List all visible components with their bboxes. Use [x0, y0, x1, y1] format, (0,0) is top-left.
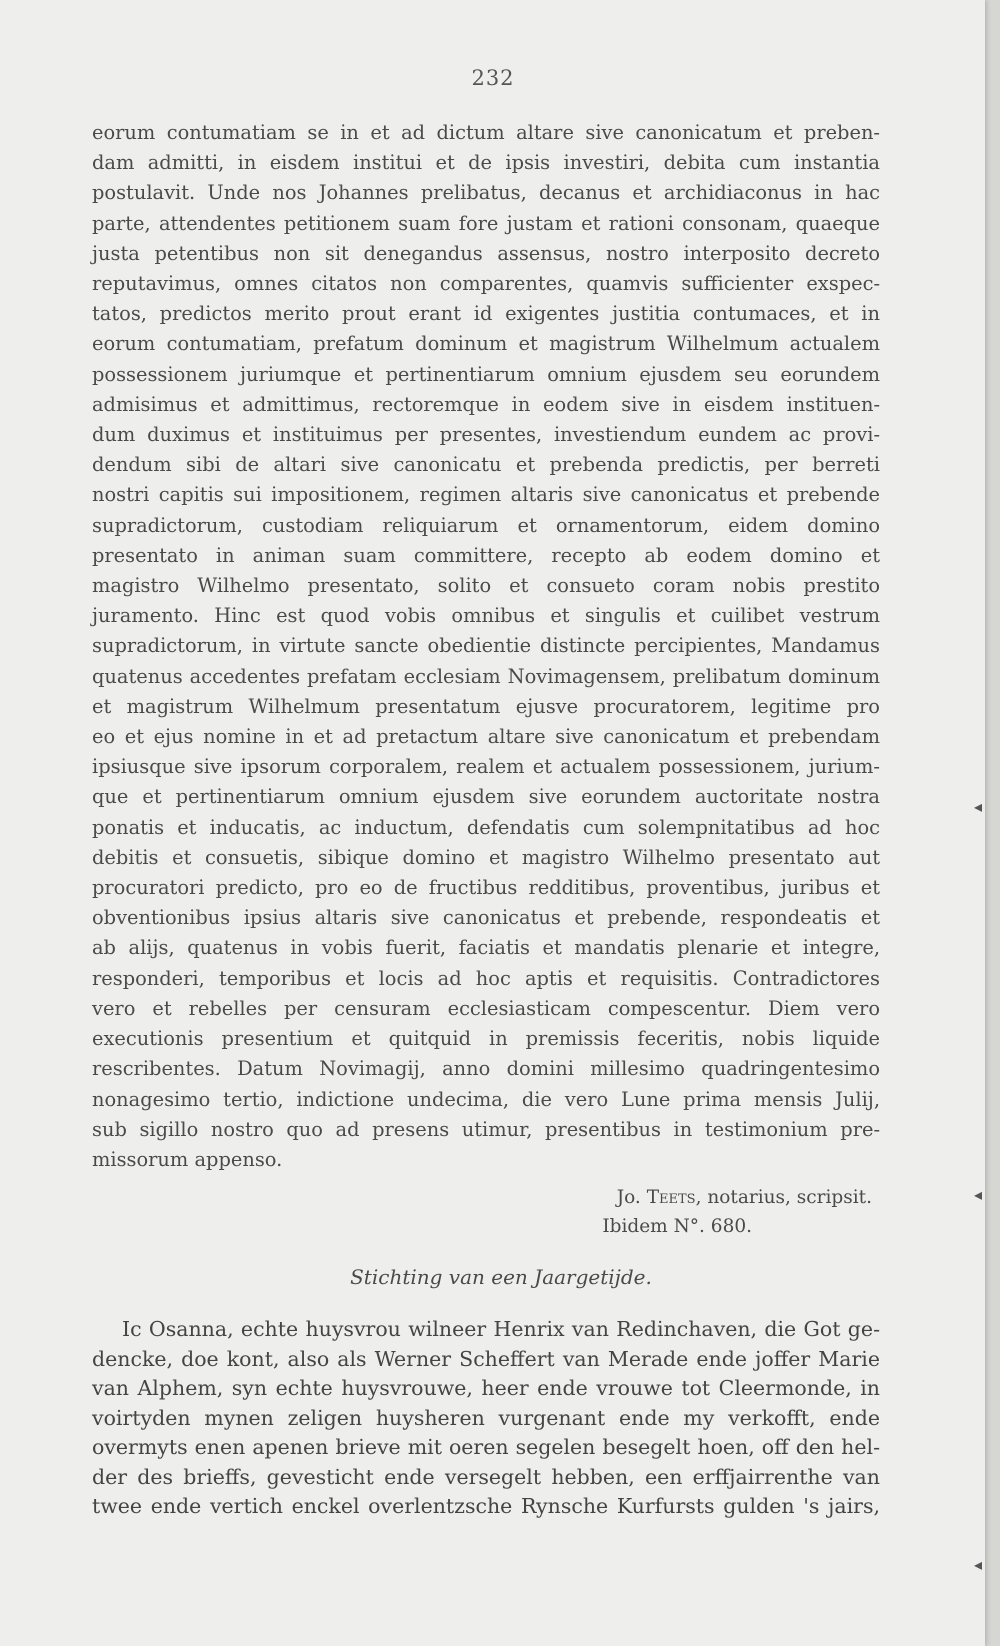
text-line: magistro Wilhelmo presentato, solito et consueto coram nobis prestito — [92, 574, 880, 598]
text-line: responderi, temporibus et locis ad hoc aptis et requisitis. Contradictores — [92, 966, 880, 990]
text-line: twee ende vertich enckel overlentzsche Rynsche Kurfursts gulden 's jairs, — [92, 1494, 880, 1519]
text-line: possessionem juriumque et pertinentiarum omnium ejusdem seu eorundem — [92, 362, 880, 386]
text-line: tatos, predictos merito prout erant id exigentes justitia contumaces, et in — [92, 302, 880, 326]
dutch-paragraph — [92, 1315, 880, 1522]
text-line: dencke, doe kont, also als Werner Scheffert van Merade ende joffer Marie — [92, 1346, 880, 1371]
text-line: postulavit. Unde nos Johannes prelibatus, decanus et archidiaconus in hac — [92, 181, 880, 205]
text-line: dendum sibi de altari sive canonicatu et prebenda predictis, per berreti — [92, 453, 880, 477]
text-line: dam admitti, in eisdem institui et de ipsis investiri, debita cum instantia — [92, 151, 880, 175]
page-edge-arrow-icon: ◂ — [974, 1555, 983, 1574]
text-line: reputavimus, omnes citatos non comparentes, quamvis sufficienter exspec- — [92, 272, 880, 296]
latin-paragraph — [92, 118, 880, 1175]
text-line: dum duximus et instituimus per presentes, investiendum eundem ac provi- — [92, 423, 880, 447]
text-line: eo et ejus nomine in et ad pretactum altare sive canonicatum et prebendam — [92, 725, 880, 749]
text-line: eorum contumatiam se in et ad dictum altare sive canonicatum et preben- — [92, 121, 880, 144]
text-line: presentato in animan suam committere, recepto ab eodem domino et — [92, 543, 880, 567]
section-title: Stichting van een Jaargetijde. — [350, 1265, 652, 1290]
text-line: Ic Osanna, echte huysvrou wilneer Henrix van Redinchaven, die Got ge- — [122, 1317, 880, 1342]
text-line: ponatis et inducatis, ac inductum, defendatis cum solempnitatibus ad hoc — [92, 815, 880, 839]
text-line: rescribentes. Datum Novimagij, anno domini millesimo quadringentesimo — [92, 1057, 880, 1081]
text-line: vero et rebelles per censuram ecclesiasticam compescentur. Diem vero — [92, 996, 880, 1020]
text-line: nostri capitis sui impositionem, regimen altaris sive canonicatus et prebende — [92, 483, 880, 507]
text-line: voirtyden mynen zeligen huysheren vurgenant ende my verkofft, ende — [92, 1405, 880, 1430]
text-line: quatenus accedentes prefatam ecclesiam Novimagensem, prelibatum dominum — [92, 664, 880, 688]
text-line: van Alphem, syn echte huysvrouwe, heer ende vrouwe tot Cleermonde, in — [92, 1376, 880, 1401]
text-line: ipsiusque sive ipsorum corporalem, realem et actualem possessionem, jurium- — [92, 755, 880, 779]
notary-name: Teets — [646, 1187, 696, 1209]
text-line: justa petentibus non sit denegandus assensus, nostro interposito decreto — [92, 241, 880, 265]
text-line: missorum appenso. — [92, 1147, 283, 1171]
document-reference: Ibidem N°. 680. — [602, 1216, 752, 1238]
text-line: parte, attendentes petitionem suam fore justam et rationi consonam, quaeque — [92, 211, 880, 235]
text-line: sub sigillo nostro quo ad presens utimur, presentibus in testimonium pre- — [92, 1117, 880, 1141]
signature-suffix: , notarius, scripsit. — [695, 1187, 872, 1209]
text-line: supradictorum, custodiam reliquiarum et ornamentorum, eidem domino — [92, 513, 880, 537]
page-edge-arrow-icon: ◂ — [974, 797, 983, 816]
signature-prefix: Jo. — [616, 1187, 647, 1209]
text-line: overmyts enen apenen brieve mit oeren segelen besegelt hoen, off den hel- — [92, 1435, 880, 1460]
page-number: 232 — [471, 66, 515, 90]
notary-signature — [92, 1183, 880, 1212]
text-line: supradictorum, in virtute sancte obedientie distincte percipientes, Mandamus — [92, 634, 880, 658]
text-line: procuratori predicto, pro eo de fructibus redditibus, proventibus, juribus et — [92, 876, 880, 900]
text-line: ab alijs, quatenus in vobis fuerit, faciatis et mandatis plenarie et integre, — [92, 936, 880, 960]
text-line: et magistrum Wilhelmum presentatum ejusve procuratorem, legitime pro — [92, 694, 880, 718]
text-line: debitis et consuetis, sibique domino et magistro Wilhelmo presentato aut — [92, 845, 880, 869]
text-line: que et pertinentiarum omnium ejusdem sive eorundem auctoritate nostra — [92, 785, 880, 809]
text-line: obventionibus ipsius altaris sive canonicatus et prebende, respondeatis et — [92, 906, 880, 930]
text-line: nonagesimo tertio, indictione undecima, die vero Lune prima mensis Julij, — [92, 1087, 880, 1111]
page-content — [92, 66, 880, 1522]
text-line: executionis presentium et quitquid in premissis feceritis, nobis liquide — [92, 1027, 880, 1051]
text-line: eorum contumatiam, prefatum dominum et magistrum Wilhelmum actualem — [92, 332, 880, 356]
page-edge-arrow-icon: ◂ — [974, 1185, 983, 1204]
text-line: der des brieffs, gevesticht ende versegelt hebben, een erffjairrenthe van — [92, 1464, 880, 1489]
text-line: juramento. Hinc est quod vobis omnibus et singulis et cuilibet vestrum — [92, 604, 880, 628]
text-line: admisimus et admittimus, rectoremque in eodem sive in eisdem instituen- — [92, 392, 880, 416]
